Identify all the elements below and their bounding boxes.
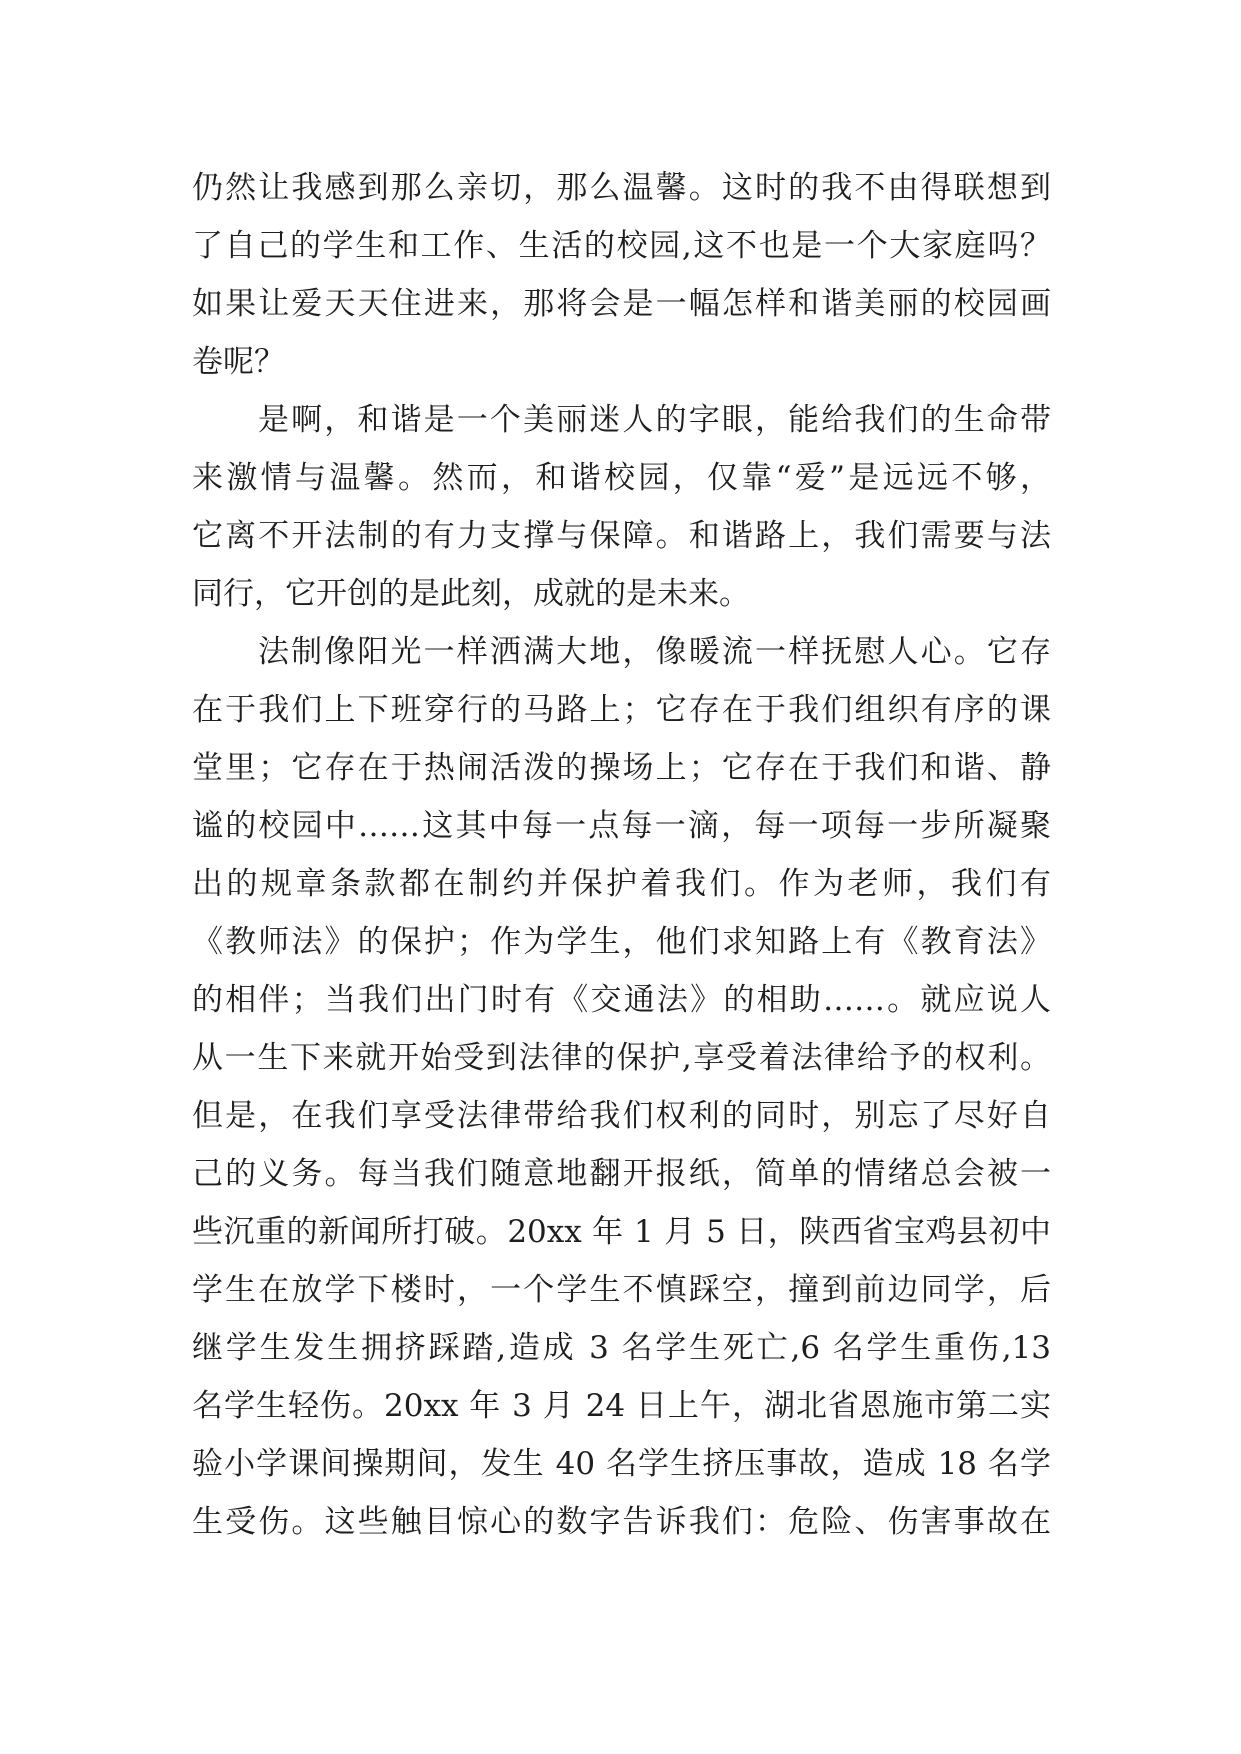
text-line: 名学生轻伤。20xx 年 3 月 24 日上午，湖北省恩施市第二实 [192, 1388, 1051, 1424]
text-line: 如果让爱天天住进来，那将会是一幅怎样和谐美丽的校园画 [192, 286, 1051, 322]
text-line: 谧的校园中……这其中每一点每一滴，每一项每一步所凝聚 [192, 808, 1051, 844]
paragraph [192, 623, 1051, 1551]
text-line: 生受伤。这些触目惊心的数字告诉我们：危险、伤害事故在 [192, 1504, 1051, 1540]
text-line: 的相伴；当我们出门时有《交通法》的相助……。就应说人 [192, 982, 1051, 1018]
text-line: 己的义务。每当我们随意地翻开报纸，简单的情绪总会被一 [192, 1156, 1051, 1192]
text-line: 《教师法》的保护；作为学生，他们求知路上有《教育法》 [192, 924, 1051, 960]
text-line: 法制像阳光一样洒满大地，像暖流一样抚慰人心。它存 [258, 634, 1051, 670]
text-line: 卷呢？ [192, 344, 285, 380]
text-line: 出的规章条款都在制约并保护着我们。作为老师，我们有 [192, 866, 1051, 902]
text-line: 验小学课间操期间，发生 40 名学生挤压事故，造成 18 名学 [192, 1446, 1051, 1482]
text-line: 堂里；它存在于热闹活泼的操场上；它存在于我们和谐、静 [192, 750, 1051, 786]
text-line: 但是，在我们享受法律带给我们权利的同时，别忘了尽好自 [192, 1098, 1051, 1134]
paragraph [192, 159, 1051, 391]
text-line: 是啊，和谐是一个美丽迷人的字眼，能给我们的生命带 [258, 402, 1051, 438]
text-line: 学生在放学下楼时，一个学生不慎踩空，撞到前边同学，后 [192, 1272, 1051, 1308]
text-line: 在于我们上下班穿行的马路上；它存在于我们组织有序的课 [192, 692, 1051, 728]
text-line: 来激情与温馨。然而，和谐校园，仅靠“爱”是远远不够， [192, 460, 1051, 496]
text-line: 仍然让我感到那么亲切，那么温馨。这时的我不由得联想到 [192, 170, 1051, 206]
text-line: 从一生下来就开始受到法律的保护,享受着法律给予的权利。 [192, 1040, 1051, 1076]
text-line: 继学生发生拥挤踩踏,造成 3 名学生死亡,6 名学生重伤,13 [192, 1330, 1051, 1366]
text-line: 它离不开法制的有力支撑与保障。和谐路上，我们需要与法 [192, 518, 1051, 554]
paragraph [192, 391, 1051, 623]
text-line: 了自己的学生和工作、生活的校园,这不也是一个大家庭吗？ [192, 228, 1051, 264]
text-line: 同行，它开创的是此刻，成就的是未来。 [192, 576, 750, 612]
text-line: 些沉重的新闻所打破。20xx 年 1 月 5 日，陕西省宝鸡县初中 [192, 1214, 1051, 1250]
